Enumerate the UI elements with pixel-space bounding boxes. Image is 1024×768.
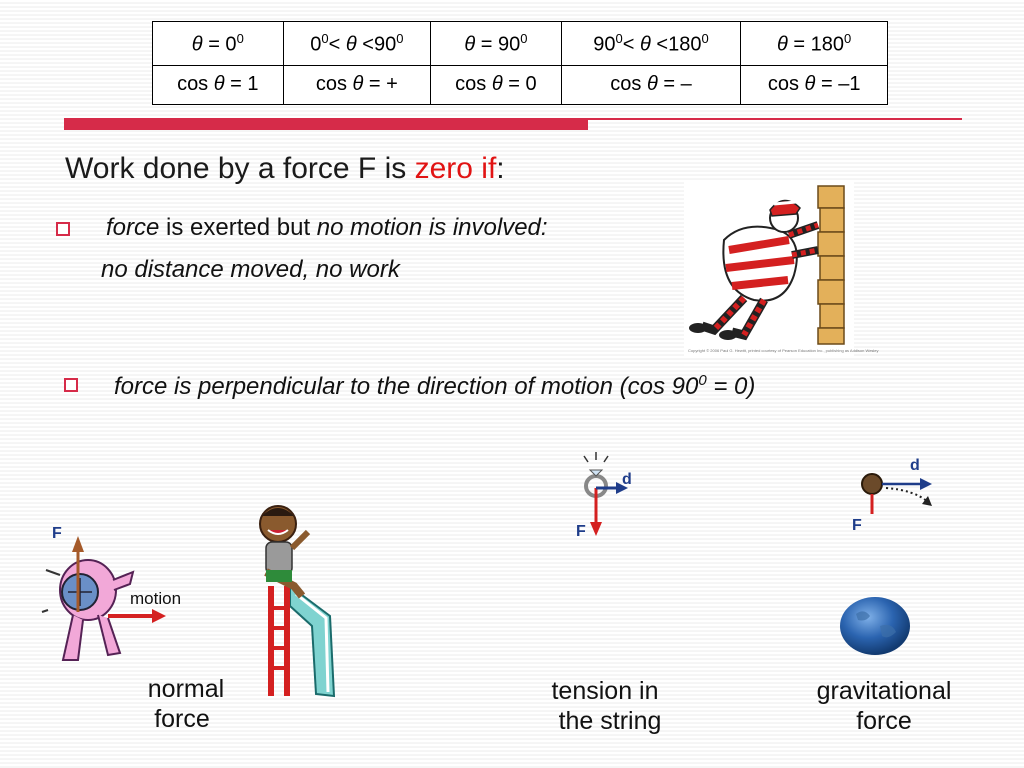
table-cell: cos θ = 1 — [153, 65, 284, 104]
bullet-square-icon — [64, 378, 78, 392]
cosine-table — [152, 21, 888, 105]
normal-force-rabbit-illustration — [38, 520, 208, 670]
table-cos-row — [153, 65, 888, 104]
table-cell: cos θ = –1 — [741, 65, 888, 104]
table-cell: cos θ = – — [561, 65, 741, 104]
bullet-1-text: force is exerted but no motion is involved: — [106, 214, 548, 241]
title-divider-bar — [64, 118, 588, 130]
table-cell: cos θ = + — [283, 65, 431, 104]
bullet-1-subtext: no distance moved, no work — [101, 256, 400, 283]
slide-heading: Work done by a force F is zero if: — [65, 152, 505, 185]
table-header-row — [153, 22, 888, 66]
child-on-slide-illustration — [250, 496, 338, 702]
caption-gravitational: gravitational force — [816, 677, 952, 735]
force-label-F: F — [576, 523, 586, 540]
ring-tension-illustration — [566, 448, 646, 544]
table-cell: cos θ = 0 — [431, 65, 562, 104]
arrow-head-down-icon — [590, 522, 602, 536]
heading-highlight: zero if — [414, 152, 497, 185]
motion-label: motion — [130, 589, 182, 608]
force-label-F: F — [852, 517, 862, 534]
rabbit-figure — [42, 560, 133, 660]
trajectory-path — [886, 488, 928, 502]
table-cell: $\theta = 180^0$ — [741, 22, 888, 66]
title-divider-line — [588, 118, 962, 120]
bullet-square-icon — [56, 222, 70, 236]
brick-wall — [818, 186, 844, 344]
caption-normal-force: normal force — [147, 675, 225, 733]
arrow-head-right-icon — [152, 609, 166, 623]
arrow-head-right-icon — [920, 478, 932, 490]
force-label-F: F — [52, 525, 62, 542]
caption-tension: tension in the string — [551, 677, 662, 735]
table-cell: $0^0< \theta <90^0$ — [283, 22, 431, 66]
displacement-label-d: d — [910, 457, 920, 474]
earth-globe-icon — [838, 596, 912, 656]
orbit-ball-illustration — [846, 452, 946, 536]
illustration-copyright-text: Copyright © 2006 Paul G. Hewitt, printed courtesy of Pearson Education Inc., publishing as Addison Wesley — [688, 348, 879, 353]
prisoner-pushing-wall-illustration — [684, 180, 879, 356]
table-cell: $90^0< \theta <180^0$ — [561, 22, 741, 66]
ball-icon — [862, 474, 882, 494]
table-cell: $\theta = 90^0$ — [431, 22, 562, 66]
bullet-2-text: force is perpendicular to the direction of motion (cos $90^0 = 0$) — [114, 372, 756, 400]
table-cell: $\theta = 0^0$ — [153, 22, 284, 66]
displacement-label-d: d — [622, 471, 632, 488]
arrow-head-up-icon — [72, 536, 84, 552]
arrow-head-icon — [922, 496, 932, 506]
